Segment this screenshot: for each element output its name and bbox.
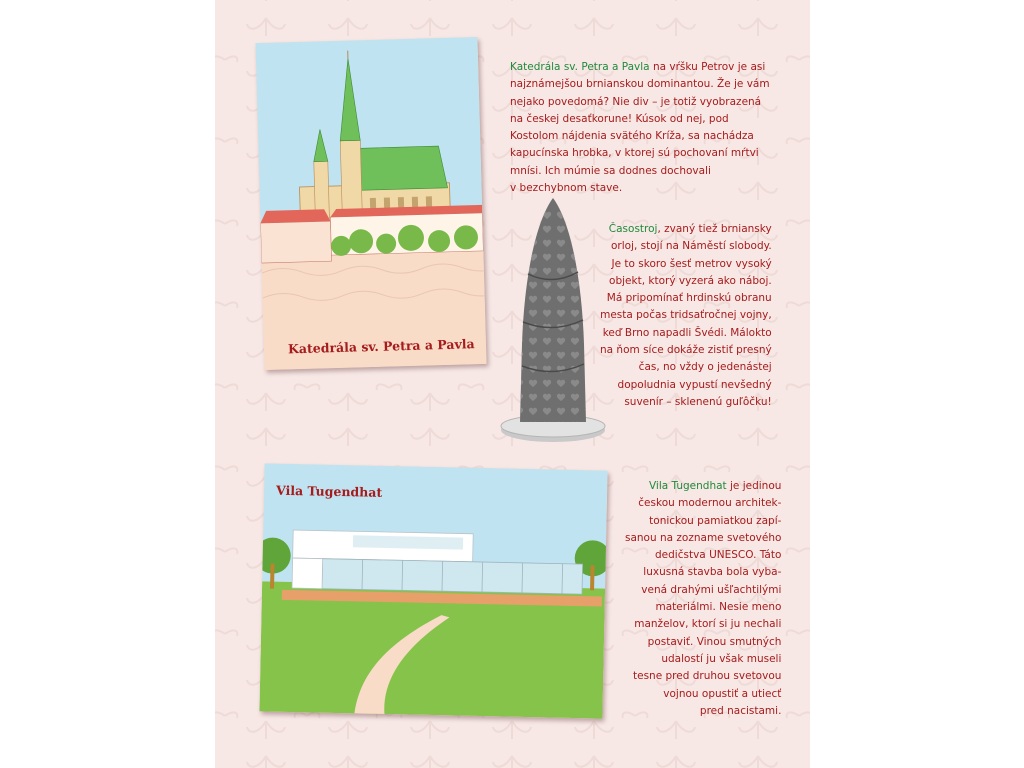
villa-caption: Vila Tugendhat xyxy=(275,482,383,500)
cathedral-postcard xyxy=(255,37,486,370)
cathedral-text-highlight: Katedrála sv. Petra a Pavla xyxy=(510,61,650,73)
astronomical-clock-illustration xyxy=(498,194,608,446)
cathedral-text: Katedrála sv. Petra a Pavla na vŕšku Petrov je asi najznámejšou brnianskou dominantou. Že je vám nejako povedomá? Nie div – je totiž vyobrazená na českej desaťkorune! Kúsok od nej, pod Kostolom nájdenia svätého Kríža, sa nachádza kapucínska hrobka, v ktorej sú pochovaní mŕtvi mnísi. Ich múmie sa dodnes dochovali v bezchybnom stave. xyxy=(510,61,770,195)
villa-postcard xyxy=(259,463,607,718)
clock-text: Časostroj, zvaný tiež brniansky orloj, stojí na Náměstí slobody. Je to skoro šesť metrov vysoký objekt, ktorý vyzerá ako náboj. Má pripomínať hrdinskú obranu mesta počas tridsaťročnej vojny, keď Brno napadli Švédi. Málokto na ňom síce dokáže zistiť presný čas, no vždy o jedenástej dopoludnia vypustí nevšedný suvenír – sklenenú guľôčku! xyxy=(600,223,772,408)
cathedral-caption: Katedrála sv. Petra a Pavla xyxy=(287,336,475,357)
villa-text-highlight: Vila Tugendhat xyxy=(648,480,727,492)
villa-illustration xyxy=(259,463,607,718)
cathedral-illustration xyxy=(255,37,486,370)
villa-text: Vila Tugendhat je jedinou českou modernou architek- tonickou pamiatkou zapí- sanou na zozname svetového dedičstva UNESCO. Táto luxusná stavba bola vyba- vená drahými ušľachtilými materiálmi. Nesie meno manželov, ktorí si ju nechali postaviť. Vinou smutných udalostí ju však museli tesne pred druhou svetovou vojnou opustiť a utiecť pred nacistami. xyxy=(625,480,782,717)
clock-text-highlight: Časostroj xyxy=(608,223,658,235)
